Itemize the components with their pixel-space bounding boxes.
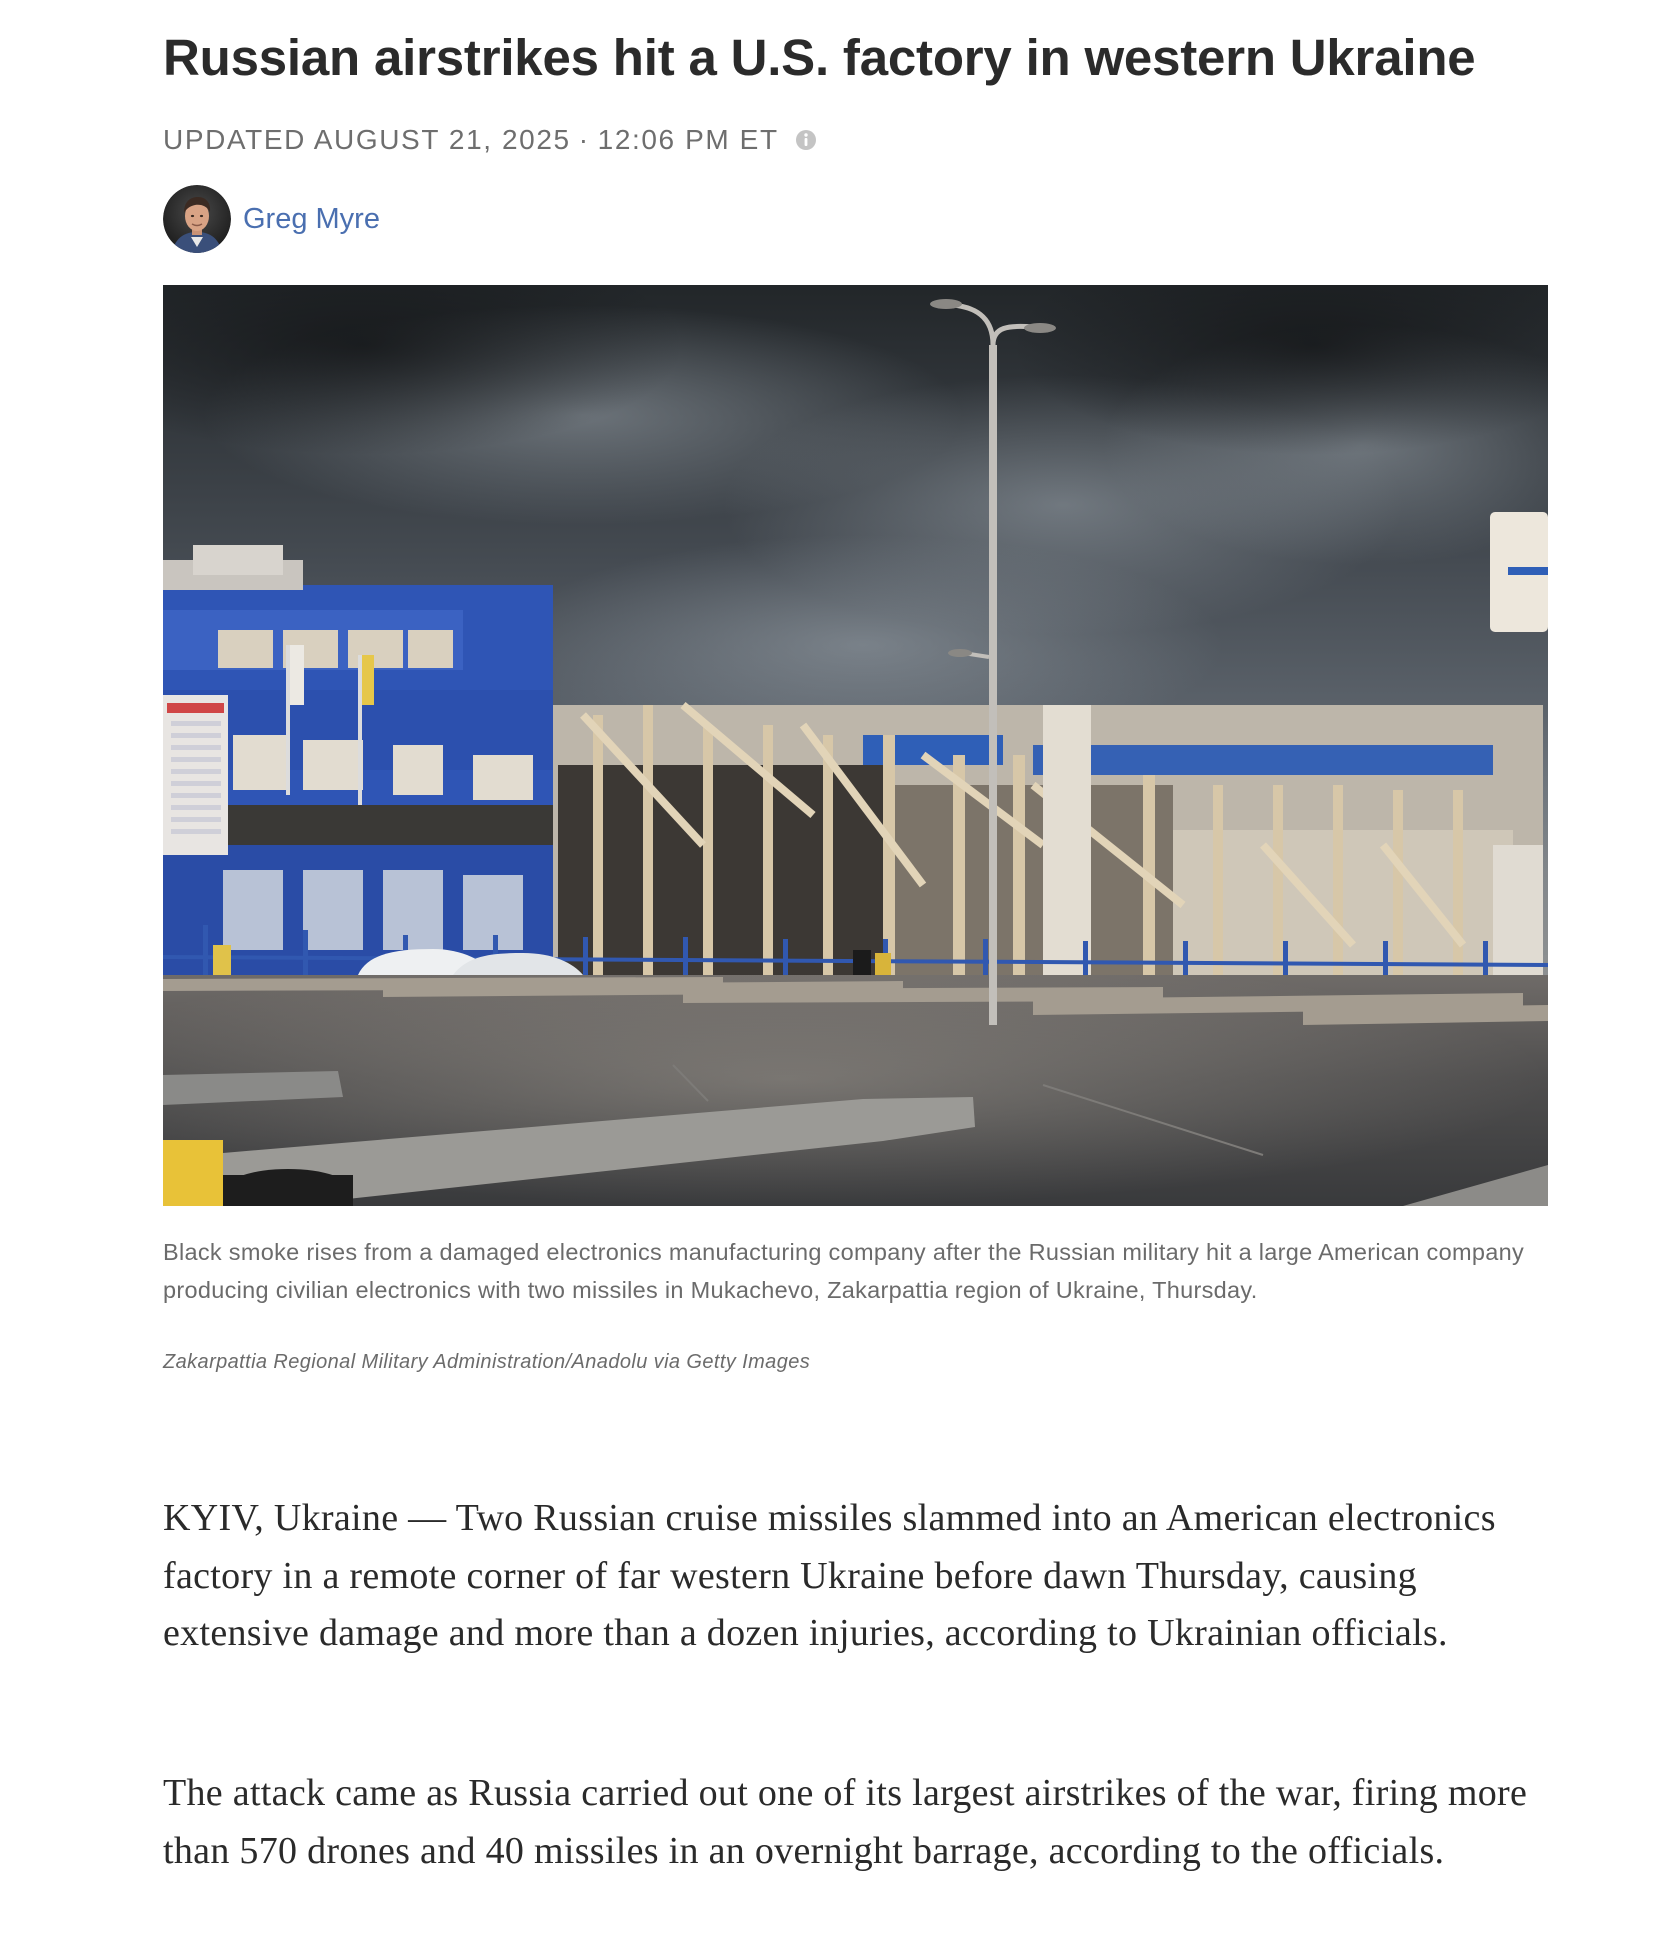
article-photo [163, 285, 1548, 1206]
photo-credit: Zakarpattia Regional Military Administration/Anadolu via Getty Images [163, 1351, 811, 1373]
author-link[interactable]: Greg Myre [243, 202, 380, 235]
date-separator: · [578, 124, 590, 155]
updated-time: 12:06 PM ET [597, 124, 779, 155]
info-icon[interactable] [795, 129, 817, 151]
article-paragraph-1: KYIV, Ukraine — Two Russian cruise missiles slammed into an American electronics factory in a remote corner of far western Ukraine before dawn Thursday, causing extensive damage and more than a dozen injuries, according to Ukrainian officials. [163, 1497, 1496, 1654]
photo-caption: Black smoke rises from a damaged electronics manufacturing company after the Russian military hit a large American company producing civilian electronics with two missiles in Mukachevo, Zakarpattia region of Ukraine, Thursday. [163, 1239, 1525, 1303]
article-paragraph-2: The attack came as Russia carried out one of its largest airstrikes of the war, firing more than 570 drones and 40 missiles in an overnight barrage, according to the officials. [163, 1772, 1528, 1872]
headline: Russian airstrikes hit a U.S. factory in western Ukraine [163, 29, 1476, 86]
byline [163, 184, 380, 254]
author-avatar[interactable] [163, 185, 231, 253]
dateline [163, 122, 817, 158]
updated-date: UPDATED AUGUST 21, 2025 [163, 124, 571, 155]
